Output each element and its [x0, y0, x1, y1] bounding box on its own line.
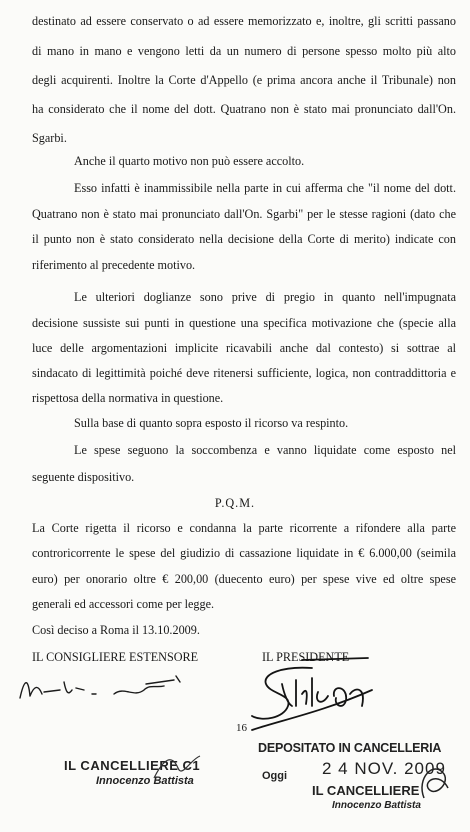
text-line: sindacato di legittimità poiché deve ritenersi sufficiente, logica, non contraddittoria e — [32, 366, 456, 380]
pqm-heading: P.Q.M. — [214, 496, 256, 510]
text-line: decisione sussiste sui punti in questione una specifica motivazione che (specie alla — [32, 316, 456, 330]
text-line: controricorrente le spese del giudizio di cassazione liquidate in € 6.000,00 (seimila — [32, 546, 456, 560]
text-line: Esso infatti è inammissibile nella parte in cui afferma che "il nome del dott. — [74, 181, 456, 195]
deposit-oggi-label: Oggi — [262, 770, 288, 782]
cancelliere-stamp-name: Innocenzo Battista — [96, 775, 194, 787]
text-line: rispettosa della normativa in questione. — [32, 391, 224, 405]
cancelliere-stamp-title: IL CANCELLIERE C1 — [64, 758, 201, 773]
text-line: luce delle argomentazioni implicite ricavabili anche dal contesto) si sottrae al — [32, 341, 456, 355]
text-line: di mano in mano e vengono letti da un numero di persone spesso molto più alto — [32, 44, 456, 58]
text-line: Le ulteriori doglianze sono prive di pregio in quanto nell'impugnata — [74, 290, 456, 304]
presidente-label: IL PRESIDENTE — [262, 650, 350, 664]
deposit-cancelliere: IL CANCELLIERE — [312, 783, 420, 798]
text-line: Quatrano non è stato mai pronunciato dall'On. Sgarbi" per le stesse ragioni (dato che — [32, 207, 456, 221]
consigliere-signature — [14, 668, 194, 708]
cancelliere-initials — [150, 748, 210, 788]
text-line: Sgarbi. — [32, 131, 67, 145]
closing-line: Così deciso a Roma il 13.10.2009. — [32, 623, 200, 637]
deposit-scribble — [414, 758, 454, 808]
text-line: Le spese seguono la soccombenza e vanno liquidate come esposto nel — [74, 443, 456, 457]
deposit-name: Innocenzo Battista — [332, 800, 421, 811]
consigliere-label: IL CONSIGLIERE ESTENSORE — [32, 650, 199, 664]
text-line: destinato ad essere conservato o ad essere memorizzato e, inoltre, gli scritti passano — [32, 14, 456, 28]
text-line: riferimento al precedente motivo. — [32, 258, 196, 272]
text-line: euro) per onorario oltre € 200,00 (duecento euro) per spese vive ed oltre spese — [32, 572, 456, 586]
presidente-signature — [222, 660, 392, 750]
text-line: generali ed accessori come per legge. — [32, 597, 215, 611]
text-line: ha considerato che il nome del dott. Quatrano non è stato mai pronunciato dall'On. — [32, 102, 456, 116]
text-line: seguente dispositivo. — [32, 470, 135, 484]
text-line: La Corte rigetta il ricorso e condanna la parte ricorrente a rifondere alla parte — [32, 521, 456, 535]
text-line: Sulla base di quanto sopra esposto il ricorso va respinto. — [74, 416, 349, 430]
deposit-date: 2 4 NOV. 2009 — [322, 759, 446, 778]
text-line: Anche il quarto motivo non può essere accolto. — [74, 154, 305, 168]
deposit-stamp-title: DEPOSITATO IN CANCELLERIA — [258, 741, 442, 755]
text-line: degli acquirenti. Inoltre la Corte d'Appello (e prima ancora anche il Tribunale) non — [32, 73, 456, 87]
text-line: il punto non è stato considerato nella decisione della Corte di merito) indicate con — [32, 232, 456, 246]
page-number: 16 — [236, 722, 247, 734]
